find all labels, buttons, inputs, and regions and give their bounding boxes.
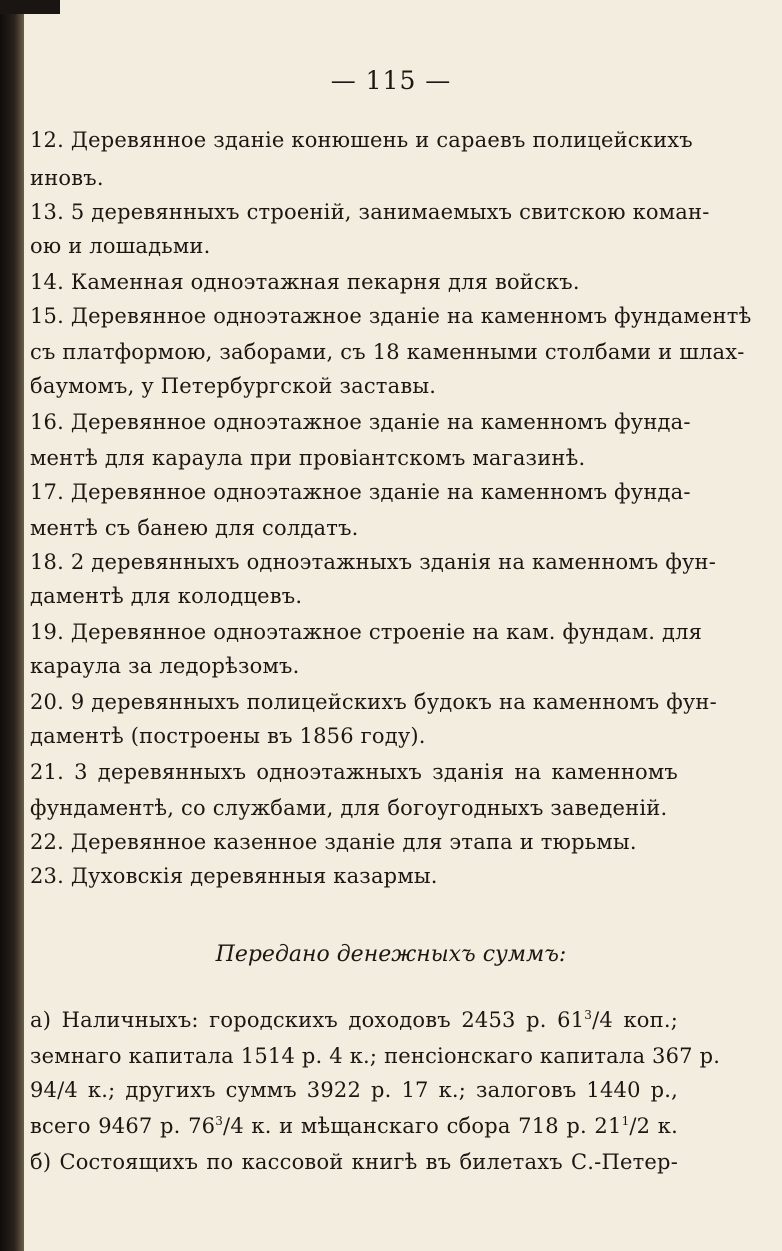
money-line-3-tail: /4 к.; другихъ суммъ 3922 р. 17 к.; залоговъ 1440 р.,: [57, 1078, 678, 1102]
item-19-line-2: караула за ледорѣзомъ.: [30, 654, 300, 678]
item-20-line-1: 20. 9 деревянныхъ полицейскихъ будокъ на каменномъ фун-: [30, 690, 717, 714]
money-line-4: [30, 1112, 678, 1140]
item-13-line-1: 13. 5 деревянныхъ строеній, занимаемыхъ свитскою коман-: [30, 200, 710, 224]
item-16-line-2: ментѣ для караула при провіантскомъ магазинѣ.: [30, 446, 586, 470]
item-15-line-1: 15. Деревянное одноэтажное зданіе на каменномъ фундаментѣ: [30, 304, 752, 328]
item-12-line-2: иновъ.: [30, 166, 104, 190]
money-line-4-fraction-2: 1: [621, 1114, 630, 1128]
money-line-3: [30, 1076, 678, 1104]
item-15-line-3: баумомъ, у Петербургской заставы.: [30, 374, 437, 398]
item-15-line-2: съ платформою, заборами, съ 18 каменными столбами и шлах-: [30, 340, 745, 364]
item-13-line-2: ою и лошадьми.: [30, 234, 211, 258]
money-line-4-mid: /4 к. и мѣщанскаго сбора 718 р. 21: [223, 1114, 622, 1138]
money-line-4-tail: /2 к.: [629, 1114, 678, 1138]
item-21-line-1: 21. 3 деревянныхъ одноэтажныхъ зданія на каменномъ: [30, 760, 678, 784]
money-line-5: б) Состоящихъ по кассовой книгѣ въ билетахъ С.-Петер-: [30, 1150, 678, 1174]
item-21-line-2: фундаментѣ, со службами, для богоугодныхъ заведеній.: [30, 796, 668, 820]
item-12-line-1: 12. Деревянное зданіе конюшень и сараевъ полицейскихъ: [30, 128, 693, 152]
item-18-line-2: даментѣ для колодцевъ.: [30, 584, 303, 608]
item-17-line-2: ментѣ съ банею для солдатъ.: [30, 516, 359, 540]
item-19-line-1: 19. Деревянное одноэтажное строеніе на кам. фундам. для: [30, 620, 703, 644]
section-heading: Передано денежныхъ суммъ:: [215, 942, 567, 967]
item-14-line-1: 14. Каменная одноэтажная пекарня для войскъ.: [30, 270, 580, 294]
money-line-1-lead: а) Наличныхъ: городскихъ доходовъ 2453 р. 61: [30, 1008, 585, 1032]
money-line-4-lead: всего 9467 р. 76: [30, 1114, 216, 1138]
money-line-1-tail: /4 коп.;: [592, 1008, 678, 1032]
money-line-3-lead: 94: [30, 1078, 58, 1102]
money-line-1-fraction: 3: [584, 1008, 593, 1022]
item-18-line-1: 18. 2 деревянныхъ одноэтажныхъ зданія на каменномъ фун-: [30, 550, 717, 574]
money-line-2: земнаго капитала 1514 р. 4 к.; пенсіонскаго капитала 367 р.: [30, 1044, 721, 1068]
page-number: — 115 —: [330, 66, 452, 95]
item-23-line-1: 23. Духовскія деревянныя казармы.: [30, 864, 438, 888]
money-line-4-fraction-1: 3: [215, 1114, 224, 1128]
money-line-1: [30, 1006, 678, 1034]
scan-corner: [0, 0, 60, 14]
item-22-line-1: 22. Деревянное казенное зданіе для этапа и тюрьмы.: [30, 830, 637, 854]
item-17-line-1: 17. Деревянное одноэтажное зданіе на каменномъ фунда-: [30, 480, 691, 504]
item-16-line-1: 16. Деревянное одноэтажное зданіе на каменномъ фунда-: [30, 410, 691, 434]
item-20-line-2: даментѣ (построены въ 1856 году).: [30, 724, 426, 748]
book-binding-edge: [0, 0, 24, 1251]
